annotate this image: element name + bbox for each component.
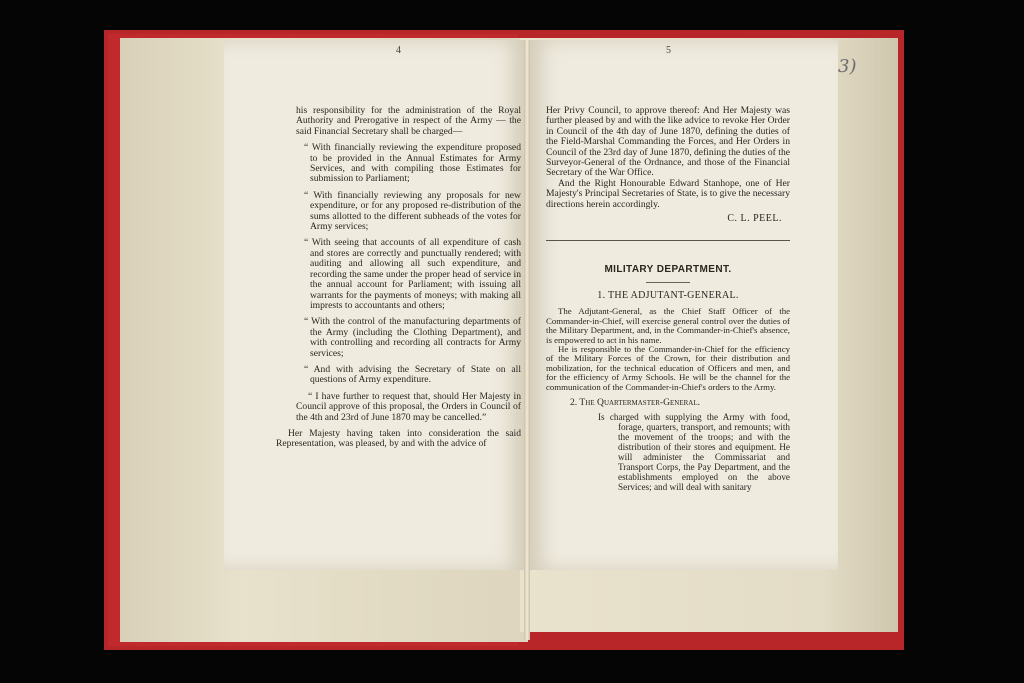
right-page-number: 5 (666, 45, 671, 56)
left-page-text (276, 106, 521, 456)
left-page-number: 4 (396, 45, 401, 56)
quote-paragraph: “ And with advising the Secretary of State on all questions of Army expenditure. (304, 363, 521, 386)
quote-paragraph: “ With the control of the manufacturing departments of the Army (including the Clothing Department), and with controlling and recording all contracts for Army services; (304, 316, 521, 359)
quote-paragraph: “ With financially reviewing any proposals for new expenditure, or for any proposed re-distribution of the sums allotted to the different subheads of the votes for Army services; (304, 189, 521, 233)
adjutant-paragraph: The Adjutant-General, as the Chief Staff Officer of the Commander-in-Chief, will exercise general control over the duties of the Military Department, and, in the Commander-in-Chief's absence, is empowered to act in his name. (546, 306, 790, 345)
book-gutter (524, 40, 530, 640)
quartermaster-paragraph: Is charged with supplying the Army with food, forage, quarters, transport, and remounts; with the movement of the troops; and with the distribution of their stores and equipment. He will administer the Commissariat and Transport Corps, the Pay Department, and the establishments employed on the above Services; and will deal with sanitary (598, 412, 790, 493)
intro-paragraph: his responsibility for the administration of the Royal Authority and Prerogative in respect of the Army — the said Financial Secretary shall be charged— (296, 105, 521, 137)
signature: C. L. PEEL. (727, 213, 782, 225)
pencil-annotation: 3) (838, 56, 857, 77)
right-page-text (546, 106, 790, 498)
quote-paragraph: “ With seeing that accounts of all expenditure of cash and stores are correctly and punctually rendered; with auditing and allowing all such expenditure, and recording the same under the proper head of service in the annual account for Parliament; with issuing all warrants for the payments of moneys; with making all imprests to accountants and others; (304, 237, 521, 311)
adjutant-paragraph: He is responsible to the Commander-in-Chief for the efficiency of the Military Forces of the Crown, for their distribution and mobilization, for the technical education of Officers and men, and for the efficiency of Army Schools. He will be the channel for the communication of the Commander-in-Chief's orders to the Army. (546, 343, 790, 392)
heading-rule (646, 282, 690, 283)
section-heading: MILITARY DEPARTMENT. (604, 264, 732, 276)
request-paragraph: “ I have further to request that, should Her Majesty in Council approve of this proposal, the Orders in Council of the 4th and 23rd of June 1870 may be cancelled.” (296, 390, 521, 423)
closing-paragraph: Her Majesty having taken into consideration the said Representation, was pleased, by and with the advice of (276, 427, 521, 450)
subsection-heading: 1. THE ADJUTANT-GENERAL. (597, 289, 739, 301)
stanhope-paragraph: And the Right Honourable Edward Stanhope, one of Her Majesty's Principal Secretaries of State, is to give the necessary directions herein accordingly. (546, 177, 790, 210)
privy-council-paragraph: Her Privy Council, to approve thereof: And Her Majesty was further pleased by and with the like advice to revoke Her Order in Council of the 4th day of June 1870, defining the duties of the Field-Marshal Commanding the Forces, and Her Orders in Council of the 23rd day of June 1870, defining the duties of the Surveyor-General of the Ordnance, and those of the Financial Secretary of the War Office. (546, 105, 790, 179)
subsection-heading: 2. The Quartermaster-General. (570, 396, 701, 408)
quote-paragraph: “ With financially reviewing the expenditure proposed to be provided in the Annual Estimates for Army Services, and with compiling those Estimates for submission to Parliament; (304, 142, 521, 185)
section-divider (546, 240, 790, 241)
